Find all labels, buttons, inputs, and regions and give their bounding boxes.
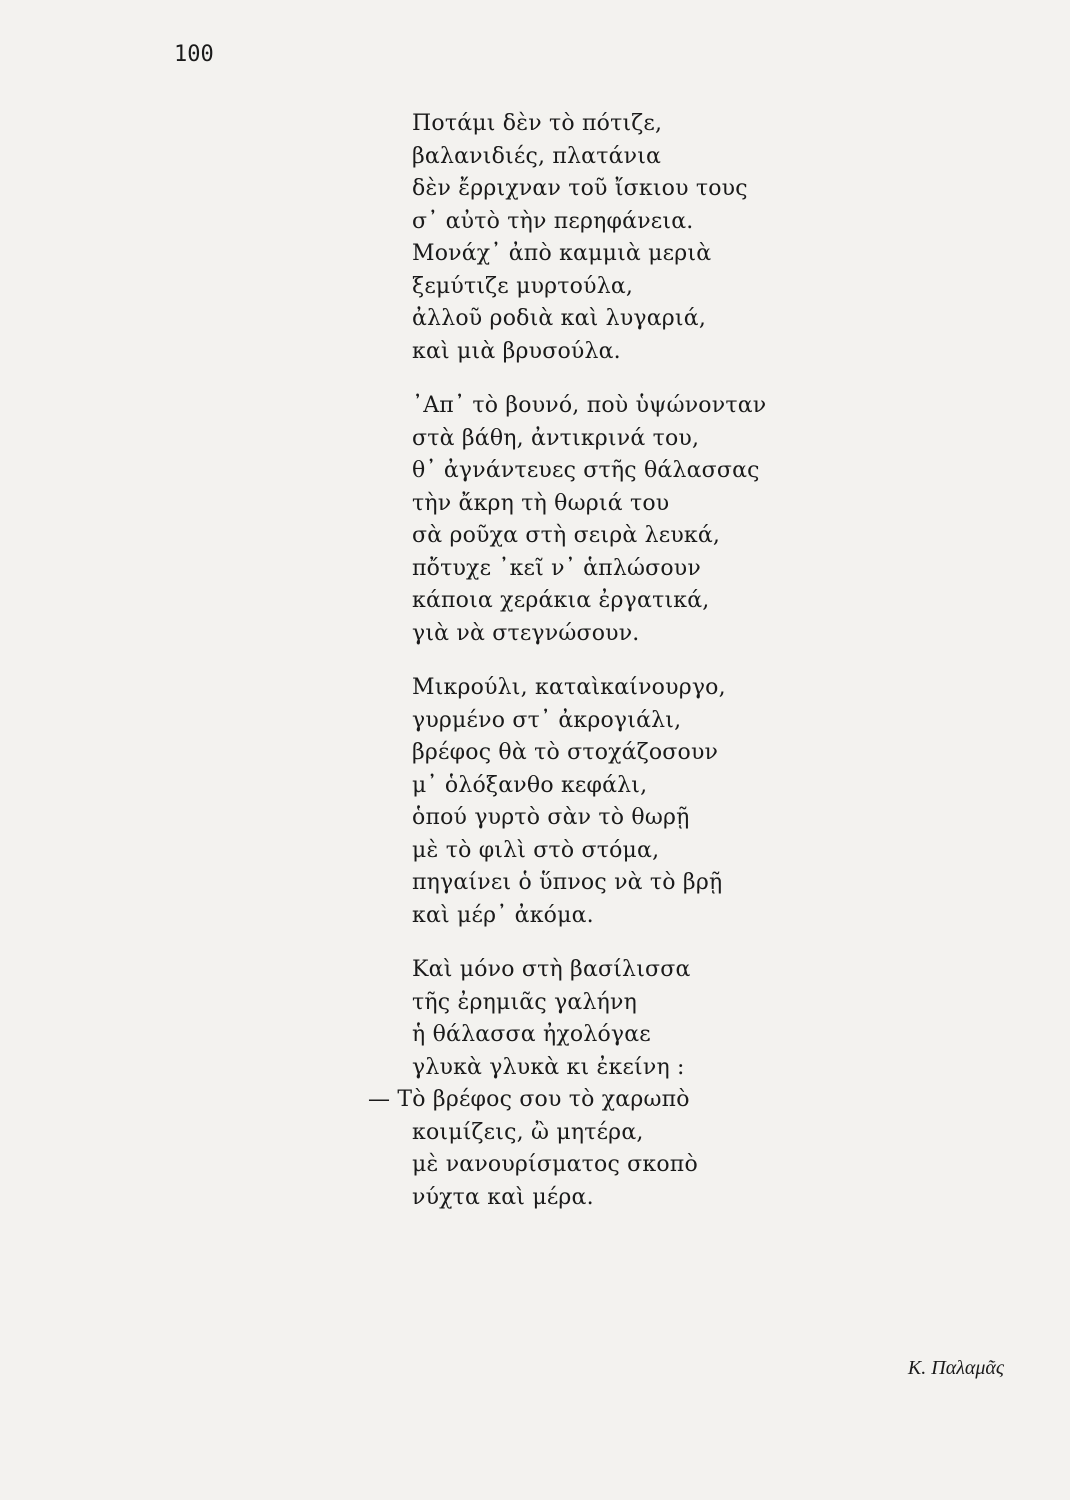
poem-line: τὴν ἄκρη τὴ θωριά του [412, 490, 670, 516]
poem-line: καὶ μέρ᾽ ἀκόμα. [412, 902, 594, 928]
poem-line: στὰ βάθη, ἀντικρινά του, [412, 425, 700, 451]
poem-line: δὲν ἔρριχναν τοῦ ἴσκιου τους [412, 176, 748, 201]
poem-line: Μονάχ᾽ ἀπὸ καμμιὰ μεριὰ [412, 241, 712, 266]
poem-line: βρέφος θὰ τὸ στοχάζοσουν [412, 740, 719, 765]
poem-line: Καὶ μόνο στὴ βασίλισσα [412, 957, 691, 982]
poem-line: θ᾽ ἀγνάντευες στῆς θάλασσας [412, 458, 760, 483]
poem-line: πηγαίνει ὁ ὕπνος νὰ τὸ βρῇ [412, 870, 723, 895]
poem-line: γυρμένο στ᾽ ἀκρογιάλι, [412, 707, 682, 733]
stanza-3 [412, 672, 932, 932]
poem-line: ξεμύτιζε μυρτούλα, [412, 273, 634, 299]
poem-line: — Τὸ βρέφος σου τὸ χαρωπὸ [368, 1087, 690, 1112]
poem-line: βαλανιδιές, πλατάνια [412, 143, 662, 169]
poem-line: νύχτα καὶ μέρα. [412, 1184, 594, 1210]
poem-line: καὶ μιὰ βρυσούλα. [412, 338, 621, 364]
poem [368, 108, 932, 1236]
poem-line: ᾿Απ᾽ τὸ βουνό, ποὺ ὑψώνονταν [412, 393, 767, 418]
stanza-2 [412, 390, 932, 650]
page-number: 100 [174, 42, 214, 67]
poem-line: τῆς ἐρημιᾶς γαλήνη [412, 989, 637, 1015]
poem-line: σ᾽ αὐτὸ τὴν περηφάνεια. [412, 208, 694, 234]
poem-line: μὲ τὸ φιλὶ στὸ στόμα, [412, 837, 660, 863]
poem-line: ὁπού γυρτὸ σὰν τὸ θωρῇ [412, 805, 690, 830]
poem-line: γλυκὰ γλυκὰ κι ἐκείνη : [412, 1054, 685, 1080]
poem-line: ἀλλοῦ ροδιὰ καὶ λυγαριά, [412, 306, 707, 331]
author-signature: Κ. Παλαμᾶς [907, 1357, 1004, 1379]
poem-line: Ποτάμι δὲν τὸ πότιζε, [412, 111, 663, 136]
poem-line: γιὰ νὰ στεγνώσουν. [412, 620, 640, 646]
poem-line: κάποια χεράκια ἐργατικά, [412, 588, 710, 613]
poem-line: ἡ θάλασσα ἠχολόγαε [412, 1022, 651, 1047]
stanza-4 [368, 954, 932, 1214]
poem-line: Μικρούλι, καταὶκαίνουργο, [412, 675, 726, 700]
stanza-1 [412, 108, 932, 368]
poem-line: κοιμίζεις, ὢ μητέρα, [412, 1119, 644, 1145]
poem-line: πὄτυχε ᾽κεῖ ν᾽ ἁπλώσουν [412, 555, 701, 581]
poem-line: μὲ νανουρίσματος σκοπὸ [412, 1152, 698, 1177]
poem-line: μ᾽ ὁλόξανθο κεφάλι, [412, 772, 648, 798]
poem-line: σὰ ροῦχα στὴ σειρὰ λευκά, [412, 523, 721, 548]
